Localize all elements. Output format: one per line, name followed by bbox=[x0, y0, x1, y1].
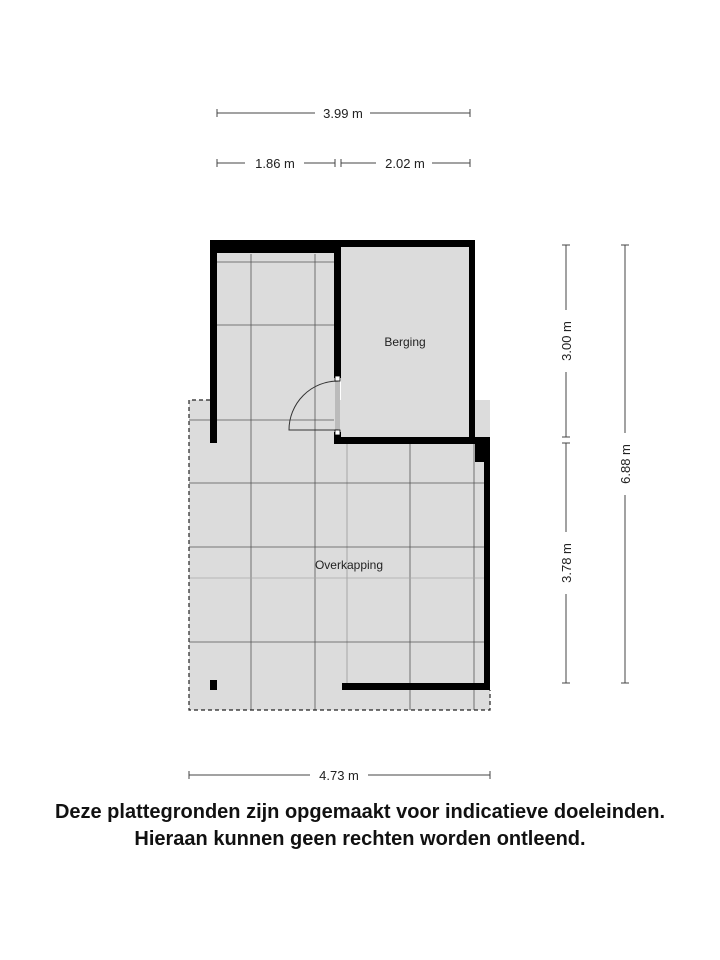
dimension-right-upper: 3.00 m bbox=[559, 321, 574, 361]
dimension-right-total: 6.88 m bbox=[618, 444, 633, 484]
room-label-berging: Berging bbox=[384, 335, 426, 349]
room-label-overkapping: Overkapping bbox=[314, 558, 384, 572]
dimension-top-right: 2.02 m bbox=[385, 156, 425, 171]
dimension-top-left: 1.86 m bbox=[255, 156, 295, 171]
dimension-bottom-total: 4.73 m bbox=[319, 768, 359, 783]
disclaimer-line-2: Hieraan kunnen geen rechten worden ontleend. bbox=[134, 828, 586, 850]
dimension-right-lower: 3.78 m bbox=[559, 543, 574, 583]
dimension-top-total: 3.99 m bbox=[323, 106, 363, 121]
disclaimer-line-1: Deze plattegronden zijn opgemaakt voor indicatieve doeleinden. bbox=[54, 801, 666, 823]
